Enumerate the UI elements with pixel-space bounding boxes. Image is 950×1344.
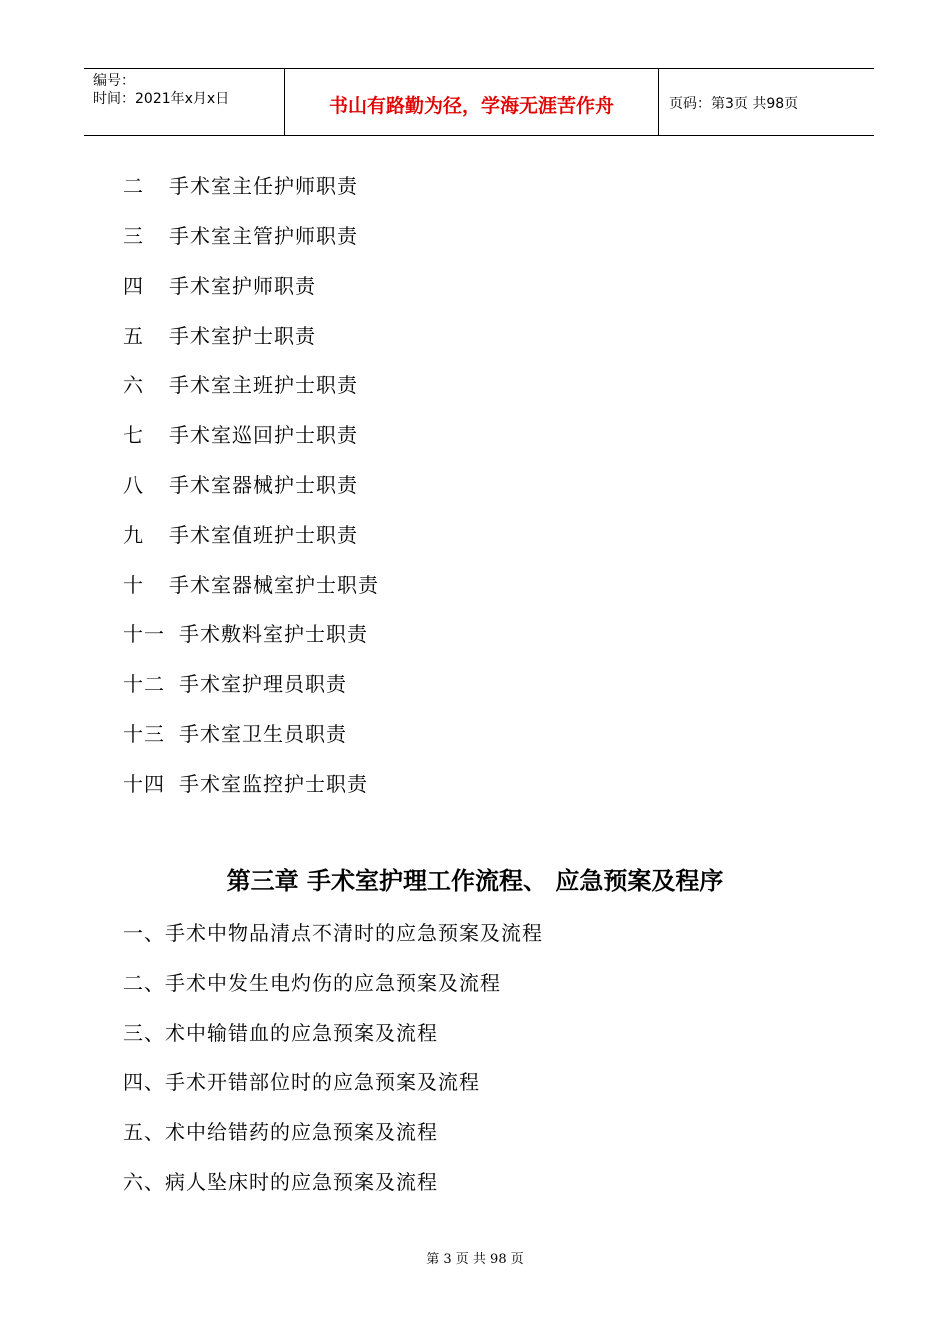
item-text: 手术室主任护师职责 <box>169 174 358 198</box>
item-text: 手术室值班护士职责 <box>169 523 358 547</box>
item-text: 手术室卫生员职责 <box>179 722 347 746</box>
document-header <box>84 68 874 136</box>
item-number: 十 <box>123 573 144 597</box>
list-item <box>123 473 358 497</box>
list-item <box>123 722 347 746</box>
item-text: 手术室护师职责 <box>169 274 316 298</box>
item-number: 十一 <box>123 622 165 646</box>
list-item <box>123 224 358 248</box>
list-item: 一、手术中物品清点不清时的应急预案及流程 <box>123 921 543 945</box>
page-info: 页码：第3页 共98页 <box>669 96 799 112</box>
code-label: 编号： <box>93 73 135 89</box>
chapter-title: 第三章 手术室护理工作流程、 应急预案及程序 <box>226 866 724 895</box>
item-number: 七 <box>123 423 144 447</box>
item-text: 手术室护士职责 <box>169 324 316 348</box>
list-item <box>123 324 316 348</box>
list-item <box>123 672 347 696</box>
list-item <box>123 423 358 447</box>
item-number: 三 <box>123 224 144 248</box>
list-item: 五、术中给错药的应急预案及流程 <box>123 1120 438 1144</box>
list-item <box>123 274 316 298</box>
header-page-cell <box>659 69 874 135</box>
item-number: 十四 <box>123 772 165 796</box>
item-text: 手术敷料室护士职责 <box>179 622 368 646</box>
header-motto-cell <box>285 69 659 135</box>
page-footer: 第 3 页 共 98 页 <box>426 1252 524 1267</box>
item-text: 手术室监控护士职责 <box>179 772 368 796</box>
list-item <box>123 373 358 397</box>
item-number: 五 <box>123 324 144 348</box>
list-item <box>123 573 379 597</box>
item-text: 手术室器械护士职责 <box>169 473 358 497</box>
item-text: 手术室巡回护士职责 <box>169 423 358 447</box>
list-item <box>123 174 358 198</box>
item-number: 六 <box>123 373 144 397</box>
item-number: 四 <box>123 274 144 298</box>
list-item: 二、手术中发生电灼伤的应急预案及流程 <box>123 971 501 995</box>
list-item: 四、手术开错部位时的应急预案及流程 <box>123 1070 480 1094</box>
item-text: 手术室主班护士职责 <box>169 373 358 397</box>
item-text: 手术室主管护师职责 <box>169 224 358 248</box>
item-number: 八 <box>123 473 144 497</box>
list-item <box>123 523 358 547</box>
item-number: 九 <box>123 523 144 547</box>
list-item <box>123 622 368 646</box>
item-number: 十三 <box>123 722 165 746</box>
list-item: 六、病人坠床时的应急预案及流程 <box>123 1170 438 1194</box>
list-item: 三、术中输错血的应急预案及流程 <box>123 1021 438 1045</box>
item-text: 手术室护理员职责 <box>179 672 347 696</box>
motto: 书山有路勤为径，学海无涯苦作舟 <box>328 95 614 117</box>
item-number: 十二 <box>123 672 165 696</box>
time-label: 时间：2021年x月x日 <box>93 91 230 107</box>
item-number: 二 <box>123 174 144 198</box>
header-meta-cell <box>84 69 285 135</box>
list-item <box>123 772 368 796</box>
item-text: 手术室器械室护士职责 <box>169 573 379 597</box>
